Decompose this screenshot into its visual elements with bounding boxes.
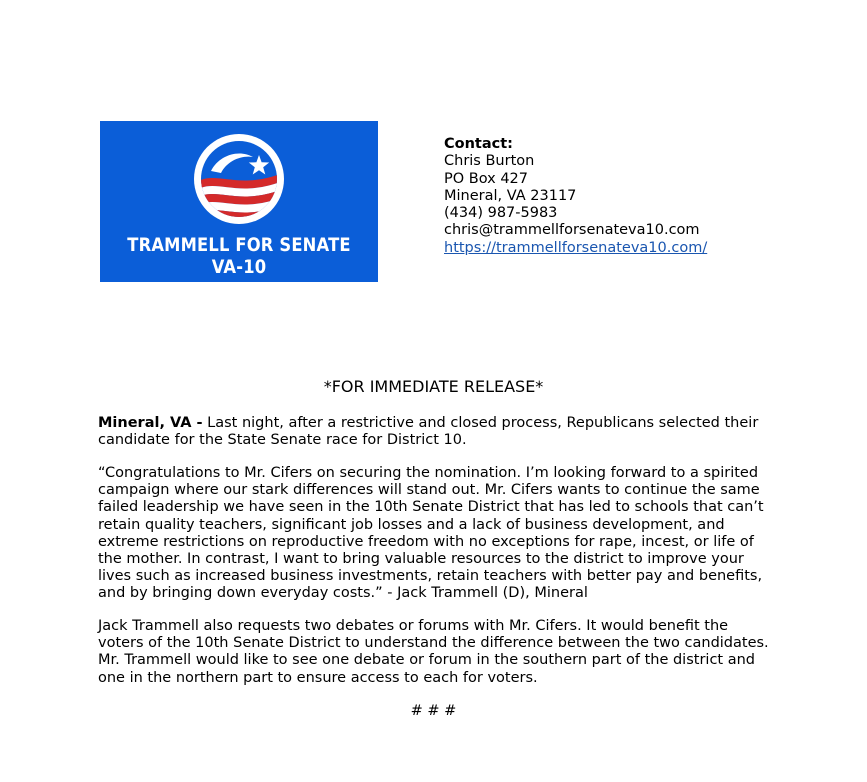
end-mark: # # # [410,703,457,719]
contact-website-link[interactable]: https://trammellforsenateva10.com/ [444,239,708,256]
contact-block [444,136,707,257]
contact-po-box: PO Box 427 [444,170,529,187]
contact-email: chris@trammellforsenateva10.com [444,222,700,239]
contact-name: Chris Burton [444,153,535,170]
paragraph-1-text: Last night, after a restrictive and closed process, Republicans selected their candidate for the State Senate race for District 10. [98,415,759,449]
paragraph-1 [98,415,770,449]
contact-label: Contact: [444,136,513,152]
release-heading: *FOR IMMEDIATE RELEASE* [323,377,544,396]
contact-phone: (434) 987-5983 [444,205,558,222]
dateline: Mineral, VA - [98,415,203,431]
paragraph-3: Jack Trammell also requests two debates or forums with Mr. Cifers. It would benefit the voters of the 10th Senate District to understand the difference between the two candidates. Mr. Trammell would like to see one debate or forum in the southern part of the district and one in the northern part to ensure access to each for voters. [98,618,769,686]
logo-text: TRAMMELL FOR SENATE VA-10 [127,234,351,278]
contact-city: Mineral, VA 23117 [444,187,577,204]
paragraph-2: “Congratulations to Mr. Cifers on securing the nomination. I’m looking forward to a spirited campaign where our stark differences will stand out. Mr. Cifers wants to continue the same failed leadership we have seen in the 10th Senate District that has led to schools that can’t retain quality teachers, significant job losses and a lack of business development, and extreme restrictions on reproductive freedom with no exceptions for rape, incest, or life of the mother. In contrast, I want to bring valuable resources to the district to improve your lives such as increased business investments, retain teachers with better pay and benefits, and by bringing down everyday costs.” - Jack Trammell (D), Mineral [98,465,764,602]
campaign-logo [100,121,378,282]
flag-circle-icon [193,133,285,225]
